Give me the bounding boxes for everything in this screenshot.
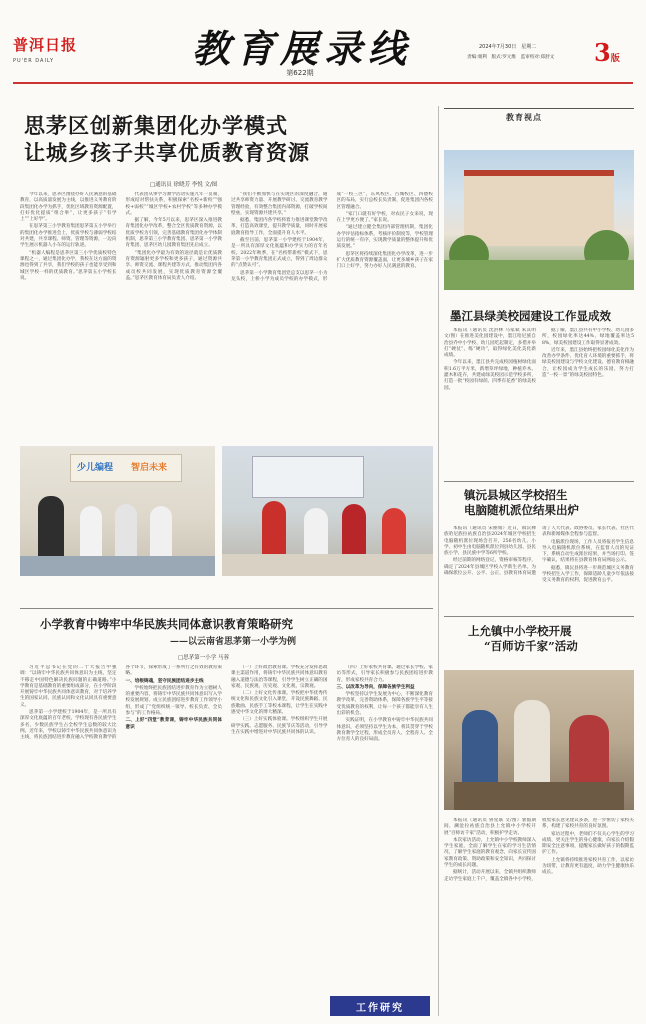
paragraph: “我们不断加快与在实现区的深度融合，通过共享师资力量、开展教学研讨、交流教育教学管理经验，有效整合集团内部资源，打破学校间壁垒，实现资源共建共享。”: [231, 192, 328, 216]
person-figure: [462, 710, 498, 790]
editors-line: 责编:栗利 版式:罗元维 监审校对:郑舒文: [467, 55, 555, 60]
table-surface: [20, 556, 215, 576]
person-figure: [514, 700, 550, 790]
lead-title-line2: 让城乡孩子共享优质教育资源: [24, 140, 310, 165]
sidebar-bottom-title: [468, 624, 634, 654]
paragraph: 学校坚持以学生发展为中心，不断深化教育教学改革，完善资助体系，保障各族学生平等接受优质教育的权利，让每一个孩子都能享有人生出彩的机会。: [336, 692, 433, 717]
tag-label: 教育视点: [506, 112, 542, 122]
lead-title-line1: 思茅区创新集团化办学模式: [24, 113, 288, 138]
tag-label: 工作研究: [356, 1003, 404, 1014]
paragraph: “集团化办学最为有效的途径就是让优质教育资源辐射更多学校和更多孩子，通过资源共享、师资交流、课程共建等方式，推动集团内各成员校共同发展，实现优质教育资源全覆盖。”思茅区教育体育局负责人介绍。: [125, 250, 222, 281]
sidebar-mid-body: [444, 526, 634, 610]
divider: [20, 608, 433, 609]
sidebar-top: [444, 108, 634, 476]
person-figure: [262, 501, 286, 561]
research-body: [20, 665, 433, 995]
title-line: 电脑随机派位结果出炉: [464, 503, 579, 517]
page-number-digit: 3: [594, 38, 611, 67]
lead-byline: □通讯员 徐晓芳 李悦 文/图: [150, 182, 218, 188]
newspaper-logo: [13, 34, 93, 64]
title-line: “百师访千家”活动: [484, 639, 578, 653]
sidebar-top-body: [444, 328, 634, 478]
lead-title: [24, 112, 424, 166]
divider: [444, 481, 634, 482]
paragraph: 今年以来，墨江县共完成校园植树绿化面积1.6万平方米，新增草坪绿地，种植乔木、灌木和花卉，共建成绿美校园示范学校多所，打造一批“校园有绿荫、四季有花香”的绿美校园。: [444, 360, 536, 391]
logo-cn: 普洱日报: [13, 36, 78, 54]
whiteboard: [252, 456, 364, 498]
sidebar-bottom: [444, 622, 634, 1018]
paragraph: （二）上好文化传承课。学校把中华优秀传统文化和民族文化引入课堂，开设民族舞蹈、民族歌曲、民族手工等校本课程，让学生在实践中感受中华文化的博大精深。: [231, 691, 328, 716]
logo-en: PU'ER DAILY: [13, 58, 55, 64]
research-title: 小学教育中铸牢中华民族共同体意识教育策略研究: [40, 617, 293, 631]
paragraph: 据统计，活动开展以来，全镇共组织教师走访学生家庭上千户，覆盖全镇各中小学校，收集家长意见建议多条，进一步密切了家校关系，构建了家校共育的良好氛围。: [444, 818, 634, 882]
page-number: [594, 38, 620, 67]
paragraph: 本报讯（通讯员 宋丽娟）近日，镇沅彝族哈尼族拉祜族自治县2024年城区学校招生电脑随机派位现场会召开，256名幼儿、小学、初中生由电脑随机派位到县幼儿园、县民族小学、县民族中学等6所学校。: [444, 526, 536, 557]
title-line: 镇沅县城区学校招生: [464, 488, 568, 502]
lawn: [444, 260, 634, 290]
section-heading: 二、上好“四堂”教育课，铸牢中华民族共同体意识: [125, 718, 222, 730]
sidebar-top-title: 墨江县绿美校园建设工作显成效: [450, 309, 611, 323]
table-surface: [222, 554, 433, 576]
paragraph: “家门口就有好学校，对农民子女来说，现在上学更方便了。”家长说。: [336, 211, 433, 224]
sidebar-bottom-body: [444, 818, 634, 1016]
paragraph: 经过前期的网络登记，资格审核等程序，确定了2024年县城区学校入学新生名单。为确保派位公开、公平、公正，县教育体育局邀请了人大代表、政协委员、家长代表、社区代表和新闻媒体全程参与监督。: [444, 526, 634, 577]
lead-photo-students-table: [222, 446, 433, 576]
paragraph: 上允镇将持续推进家校共育工作，以家访为纽带，让教育更有温度，助力学生健康快乐成长。: [542, 857, 634, 876]
paragraph: 思茅第一小学建校于1904年，是一所具有深厚文化底蕴的百年老校，学校现有各民族学生多名，少数民族学生占全校学生总数的较大比例。近年来，学校以铸牢中华民族共同体意识为主线，将民族团结进步教育融入学校教育教学的各个环节，探索形成了一系列行之有效的教育策略。: [20, 665, 222, 741]
paragraph: 思茅区将持续深化集团化办学改革，进一步扩大优质教育资源覆盖面，让更多城乡孩子在家门口上好学，努力办好人民满意的教育。: [336, 251, 433, 270]
section-heading: 三、以改革为导向，保障各族学生利益: [336, 684, 415, 690]
column-divider: [438, 106, 439, 1016]
paragraph: （四）上好家校共育课。通过家长学校、家访等形式，引导家长积极参与民族团结进步教育，形成家校共育合力。: [336, 665, 433, 683]
title-line: 上允镇中小学校开展: [468, 624, 572, 638]
sidebar-mid-title: [464, 488, 634, 518]
paragraph: 截至目前，思茅第一小学建校于1904年，是一所具有深厚文化底蕴和办学实力的百年名校。2022年秋季，在“名校带新校”模式下，思茅第一小学教育集团正式成立，得到了周边群众的“点赞认可”。: [231, 238, 328, 269]
paragraph: 代表团从事学习教学活动实施九年一贯制，形成结对帮扶关系，积极探索“名校+新校”“强校+弱校”“城区学校+农村学校”等多种办学模式。: [125, 192, 222, 216]
paragraph: 今年以来，思茅区围绕办好人民满意的基础教育，以高质量发展为主线，以推进义务教育阶段集团化办学为抓手，优化区域教育资源配置，打好优化提质“组合拳”，让更多孩子“有学上”“上好学”。: [20, 192, 117, 223]
paragraph: 电脑派位现场，工作人员将报名学生信息导入电脑随机派位系统，在监督人员的见证下，系统自动生成派位结果，并当场打印、签字确认，结果将在县教育体育局网站公示。: [542, 539, 634, 564]
paragraph: 据悉，集团内各学校将着力推进课堂教学改革，打造高效课堂，提升教学质量，同时开展家庭教育指导工作，全面提升育人水平。: [231, 218, 328, 236]
banner-sign: [70, 454, 182, 482]
research-byline: □思茅第一小学 马蓉: [178, 655, 229, 661]
person-figure: [569, 715, 609, 790]
paragraph: （三）上好实践体验课。学校组织学生开展研学实践、志愿服务、民族节庆等活动，引导学生在实践中增进对中华民族共同体的认识。: [231, 717, 328, 735]
section-title: 教育展录线: [191, 26, 412, 71]
section-tag: [444, 108, 634, 125]
home-visit-photo: [444, 670, 634, 810]
paragraph: 家访过程中，老师们不仅关心学生的学习成绩，更关注学生的身心健康，向家长介绍假期安全注意事项，提醒家长做好孩子的假期监护工作。: [542, 831, 634, 856]
paragraph: 本报讯（通讯员 沈洪林 马家斌 朱其明 文/图）在推进美化园建设中，墨江哈尼族自治县乔中小学校、幼儿园吃起制定，多措并举打“硬仗”、练“硬功”，取得绿化美化美化新成绩。: [444, 328, 536, 359]
divider: [444, 616, 634, 617]
paragraph: 据了解，今年5月以来，思茅区深入推进教育集团化办学改革，整合全区优质教育资源，以优质学校为引领，完善基础教育集团化办学体制机制，思茅第三小学教育集团、思茅第一小学教育集团、思茅区幼儿园教育集团先后成立。: [125, 218, 222, 249]
school-building-photo: [444, 150, 634, 290]
page-unit: 版: [610, 54, 620, 64]
paragraph: 近年来，墨江县始终把校园绿化美化作为改善办学条件、优化育人环境的重要抓手，将绿美校园建设与学校文化建设、德育教育相融合，让校园成为学生成长的乐园，努力打造“一校一景”的绿美校园特色。: [542, 347, 634, 379]
section-heading: 一、培根铸魂，坚守民族团结进步主线: [125, 678, 204, 684]
banner-text-2: 智启未来: [131, 463, 168, 473]
paragraph: “通过建立健全集团内部管理机制，集团化办学评估指标体系，考核评价制度等，学校管理运行的统一有序，实现教学质量的整体提升和优质发展。”: [336, 225, 433, 250]
paragraph: 本报讯（通讯员 鲁星联 文/图）暑假期间，澜沧拉祜族自治县上允镇中小学校开展“百师访千家”活动，积极护学走访。: [444, 818, 536, 836]
paragraph: （一）上好政治教育课。学校充分发挥思政课主渠道作用，将铸牢中华民族共同体意识教育融入道德与法治等课程，引导学生树立正确的国家观、民族观、历史观、文化观、宗教观。: [231, 665, 328, 689]
paragraph: 学校始终把民族团结进步教育作为立德树人的重要内容，将铸牢中华民族共同体意识写入学校发展规划，成立民族团结进步教育工作领导小组，形成了“党组织统一领导、校长负责、全员参与”的工作格局。: [125, 685, 222, 717]
paragraph: “机器人编程是思茅区第三小学优质校特色课程之一，通过集团化办学，我校在这方面的资源也得到了共享，我们学校的孩子也能享受到和城区学校一样的优质教育。”思茅第五小学校长说。: [20, 250, 117, 281]
paragraph: 据悉，镇沅县将进一步规范城区义务教育学校招生入学工作，保障适龄儿童少年依法接受义务教育的权利，促进教育公平。: [542, 565, 634, 584]
date-line: 2024年7月30日 星期二: [479, 44, 537, 50]
research-subtitle: ——以云南省思茅第一小学为例: [170, 637, 297, 647]
sidebar-mid: [444, 486, 634, 612]
paragraph: 据了解，墨江县共有中小学校、幼儿园多所，校园绿化率达44%，绿地覆盖率达58%，绿美校园建设工作取得显著成效。: [542, 328, 634, 346]
table-surface: [454, 782, 624, 810]
lead-photo-classroom-robotics: [20, 446, 215, 576]
paragraph: 思茅第一小学教育集团党总支以思茅一小为龙头校，上桥小学为成员学校的办学模式，形成“一校三区”，东风校区、古城校区、四德校区的布局，实行总校长负责制，促进集团内各校区管理融合。: [231, 192, 433, 282]
paragraph: 实践证明，在小学教育中铸牢中华民族共同体意识，必须坚持以学生为本，将其贯穿于学校教育教学全过程，形成全员育人、全程育人、全方位育人的良好局面。: [336, 718, 433, 743]
masthead: [0, 0, 646, 86]
banner-text: 少儿编程: [77, 463, 114, 473]
paragraph: 本次家访活动，上允镇中小学校教师深入学生家庭，全面了解学生在家的学习生活情况，了解学生家庭的教育观念，向家长宣传国家教育政策、资助政策和安全知识，共同探讨学生的成长问题。: [444, 837, 536, 869]
lead-body: [20, 192, 433, 436]
paragraph: 在思茅第三小学教育集团思茅第五小学举行的集团化办学推进会上，优质学校与薄弱学校结对共建，共享课程、师资、管理等资源，一边向学生展示机器人小车的运行轨迹。: [20, 224, 117, 249]
masthead-rule: [13, 82, 633, 84]
work-research-tag: [330, 996, 430, 1016]
paragraph: 习近平总书记在党的二十大报告中强调：“以铸牢中华民族共同体意识为主线，坚定不移走中国特色解决民族问题的正确道路。”小学教育是基础教育的重要组成部分，在小学阶段开展铸牢中华民族共同体意识教育，对于培养学生的国家认同、民族认同和文化认同具有重要意义。: [20, 665, 117, 708]
issue-number: 第622期: [286, 69, 314, 77]
